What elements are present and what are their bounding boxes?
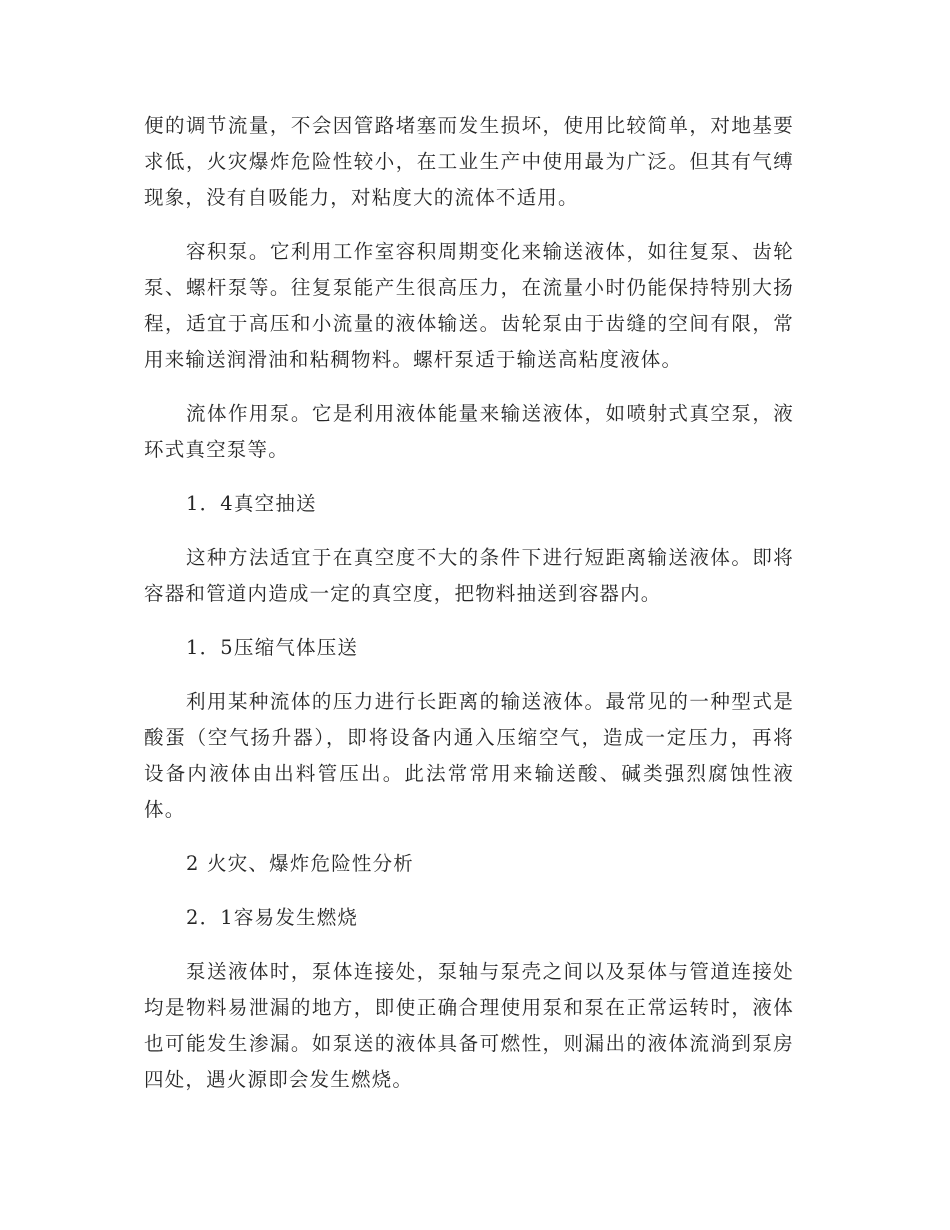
- paragraph-positive-displacement-pump: 容积泵。它利用工作室容积周期变化来输送液体，如往复泵、齿轮泵、螺杆泵等。往复泵能产生很高压力，在流量小时仍能保持特别大扬程，适宜于高压和小流量的液体输送。齿轮泵由于齿缝的空间有限，常用来输送润滑油和粘稠物料。螺杆泵适于输送高粘度液体。: [144, 240, 794, 371]
- document-body: [144, 108, 794, 1116]
- paragraph-vacuum-suction: 这种方法适宜于在真空度不大的条件下进行短距离输送液体。即将容器和管道内造成一定的真空度，把物料抽送到容器内。: [144, 546, 794, 605]
- heading-fire-explosion-analysis: 2 火灾、爆炸危险性分析: [186, 852, 415, 875]
- paragraph-centrifugal-pump-continued: 便的调节流量，不会因管路堵塞而发生损坏，使用比较简单，对地基要求低，火灾爆炸危险性较小，在工业生产中使用最为广泛。但其有气缚现象，没有自吸能力，对粘度大的流体不适用。: [144, 114, 794, 209]
- heading-vacuum-suction: 1．4真空抽送: [186, 492, 317, 515]
- paragraph-compressed-gas-pressing: 利用某种流体的压力进行长距离的输送液体。最常见的一种型式是酸蛋（空气扬升器），即将设备内通入压缩空气，造成一定压力，再将设备内液体由出料管压出。此法常常用来输送酸、碱类强烈腐蚀性液体。: [144, 690, 794, 821]
- heading-compressed-gas-pressing: 1．5压缩气体压送: [186, 636, 359, 659]
- paragraph-fluid-action-pump: 流体作用泵。它是利用液体能量来输送液体，如喷射式真空泵，液环式真空泵等。: [144, 402, 794, 461]
- paragraph-easy-combustion: 泵送液体时，泵体连接处，泵轴与泵壳之间以及泵体与管道连接处均是物料易泄漏的地方，即使正确合理使用泵和泵在正常运转时，液体也可能发生渗漏。如泵送的液体具备可燃性，则漏出的液体流淌到泵房四处，遇火源即会发生燃烧。: [144, 960, 794, 1091]
- heading-easy-combustion: 2．1容易发生燃烧: [186, 906, 359, 929]
